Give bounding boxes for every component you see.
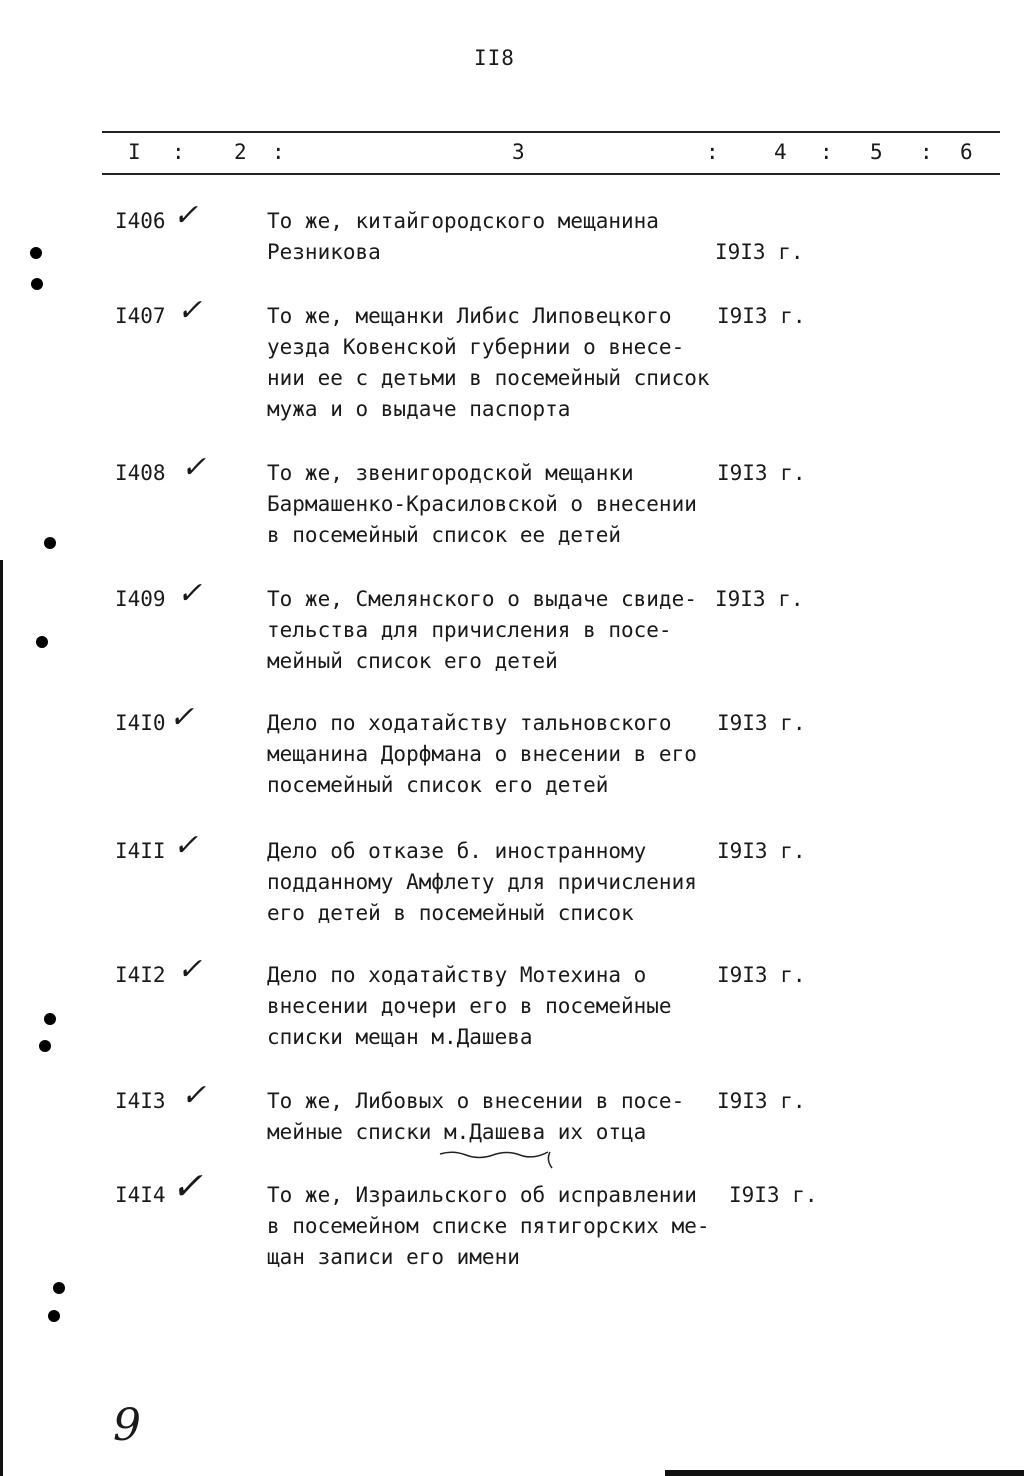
entry-year: I9I3 г. [717, 711, 806, 735]
binding-hole [48, 1310, 60, 1322]
checkmark-icon: ✓ [177, 952, 203, 987]
header-top-rule [102, 131, 1000, 133]
col-6-label: 6 [960, 140, 973, 164]
col-3-label: 3 [512, 140, 525, 164]
entry-year: I9I3 г. [717, 963, 806, 987]
entry-year: I9I3 г. [717, 304, 806, 328]
binding-hole [39, 1040, 51, 1052]
entry-number: I4I0 [115, 711, 166, 735]
col-sep: : [706, 140, 719, 164]
entry-description [267, 1180, 710, 1273]
entry-description [267, 206, 659, 268]
entry-year: I9I3 г. [717, 461, 806, 485]
col-1-label: I [128, 140, 141, 164]
description-line: Дело об отказе б. иностранному [267, 839, 647, 863]
binding-edge [0, 560, 3, 1476]
entry-number: I409 [115, 587, 166, 611]
page-number: II8 [474, 46, 515, 70]
handwritten-mark: 9 [113, 1400, 141, 1451]
bottom-edge [665, 1470, 1024, 1476]
binding-hole [44, 1013, 56, 1025]
header-bottom-rule [102, 173, 1000, 175]
col-4-label: 4 [774, 140, 787, 164]
entry-number: I4II [115, 839, 166, 863]
description-line: списки мещан м.Дашева [267, 1025, 533, 1049]
description-line: Дело по ходатайству тальновского [267, 711, 672, 735]
description-line: То же, Либовых о внесении в посе- [267, 1089, 685, 1113]
description-line: То же, Смелянского о выдаче свиде- [267, 587, 697, 611]
entry-description [267, 836, 697, 929]
entry-number: I4I2 [115, 963, 166, 987]
description-line: щан записи его имени [267, 1245, 520, 1269]
entry-description [267, 960, 672, 1053]
entry-description [267, 301, 710, 425]
description-line: в посемейный список ее детей [267, 523, 622, 547]
description-line: нии ее с детьми в посемейный список [267, 366, 710, 390]
handwritten-underline-icon [438, 1148, 568, 1174]
entry-year: I9I3 г. [715, 587, 804, 611]
description-line: в посемейном списке пятигорских ме- [267, 1214, 710, 1238]
col-sep: : [272, 140, 285, 164]
description-line: Дело по ходатайству Мотехина о [267, 963, 647, 987]
description-line: То же, звенигородской мещанки [267, 461, 634, 485]
description-line: мужа и о выдаче паспорта [267, 397, 571, 421]
checkmark-icon: ✓ [171, 1164, 203, 1208]
description-line: Резникова [267, 240, 381, 264]
entry-description [267, 1086, 684, 1148]
entry-year: I9I3 г. [715, 240, 804, 264]
checkmark-icon: ✓ [173, 198, 199, 233]
binding-hole [53, 1282, 65, 1294]
checkmark-icon: ✓ [177, 576, 203, 611]
entry-number: I4I4 [115, 1183, 166, 1207]
col-5-label: 5 [870, 140, 883, 164]
checkmark-icon: ✓ [173, 828, 199, 863]
entry-year: I9I3 г. [729, 1183, 818, 1207]
checkmark-icon: ✓ [169, 700, 195, 735]
description-line: тельства для причисления в посе- [267, 618, 672, 642]
description-line: внесении дочери его в посемейные [267, 994, 672, 1018]
description-line: мещанина Дорфмана о внесении в его [267, 742, 697, 766]
checkmark-icon: ✓ [181, 450, 207, 485]
description-line: уезда Ковенской губернии о внесе- [267, 335, 685, 359]
entry-year: I9I3 г. [717, 839, 806, 863]
description-line: посемейный список его детей [267, 773, 609, 797]
col-sep: : [820, 140, 833, 164]
checkmark-icon: ✓ [177, 293, 203, 328]
description-line: мейный список его детей [267, 649, 558, 673]
entry-description [267, 458, 697, 551]
entry-number: I406 [115, 209, 166, 233]
binding-hole [30, 247, 42, 259]
description-line: Бармашенко-Красиловской о внесении [267, 492, 697, 516]
checkmark-icon: ✓ [181, 1078, 207, 1113]
entry-number: I407 [115, 304, 166, 328]
entry-description [267, 708, 697, 801]
description-line: То же, Израильского об исправлении [267, 1183, 697, 1207]
description-line: То же, китайгородского мещанина [267, 209, 659, 233]
col-sep: : [920, 140, 933, 164]
table-header [102, 140, 1000, 168]
binding-hole [44, 537, 56, 549]
description-line: его детей в посемейный список [267, 901, 634, 925]
description-line: То же, мещанки Либис Липовецкого [267, 304, 672, 328]
entry-year: I9I3 г. [717, 1089, 806, 1113]
col-sep: : [172, 140, 185, 164]
description-line: подданному Амфлету для причисления [267, 870, 697, 894]
entry-number: I4I3 [115, 1089, 166, 1113]
binding-hole [36, 636, 48, 648]
entry-description [267, 584, 697, 677]
description-line: мейные списки м.Дашева их отца [267, 1120, 647, 1144]
col-2-label: 2 [234, 140, 247, 164]
binding-hole [31, 278, 43, 290]
entry-number: I408 [115, 461, 166, 485]
